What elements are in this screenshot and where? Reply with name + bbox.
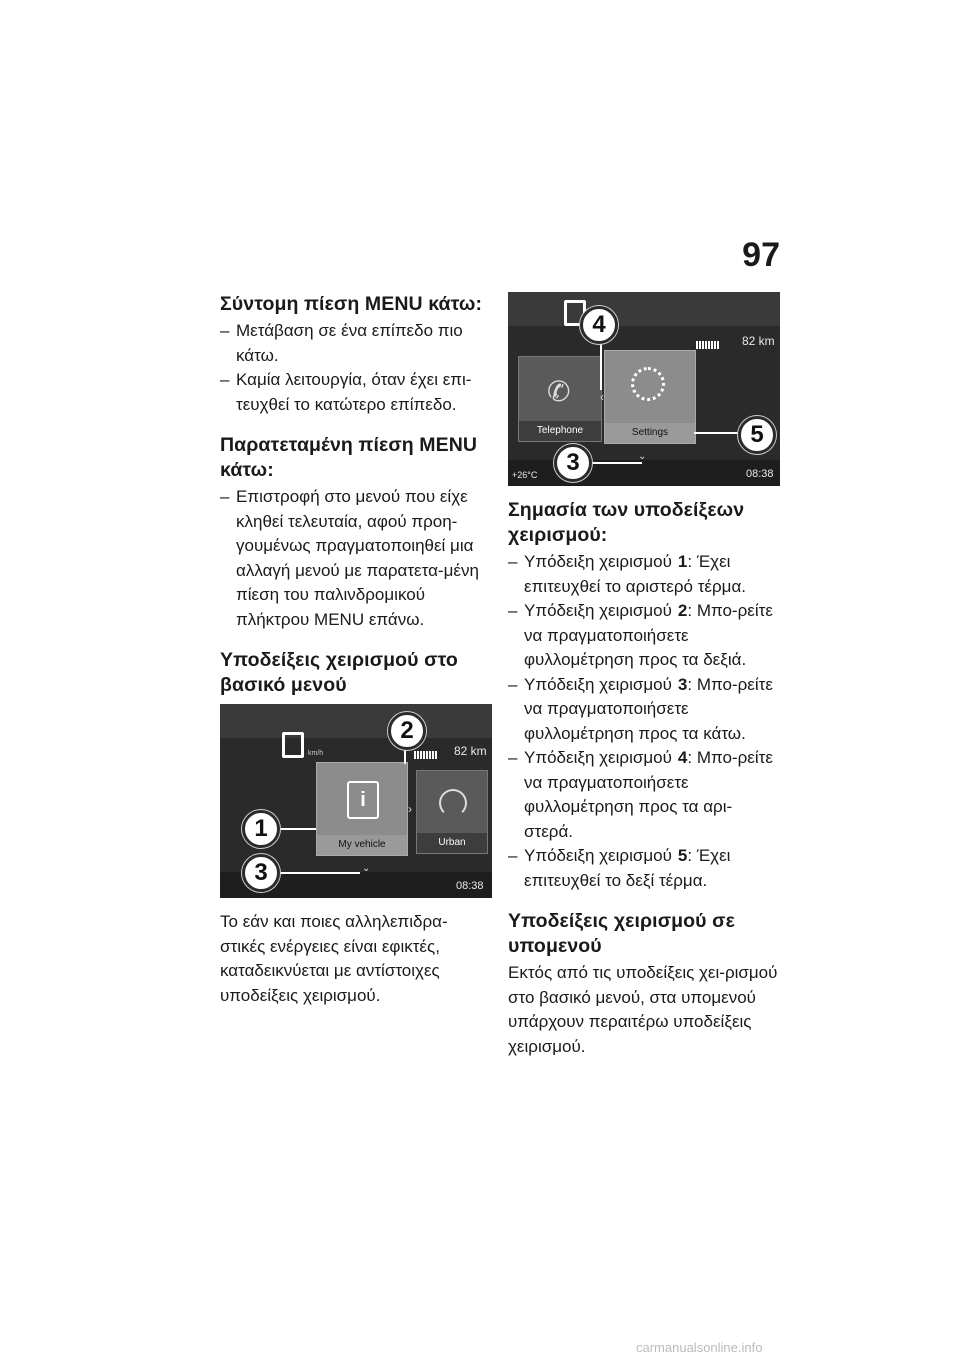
submenu-heading: Υποδείξεις χειρισμού σε υπομενού [508,910,735,957]
fuel-gauge-icon [696,336,720,344]
clock-readout: 08:38 [456,880,484,892]
callout-leader [404,748,406,764]
speed-unit: km/h [308,750,324,757]
dashboard-topbar [508,292,780,326]
long-press-heading: Παρατεταμένη πίεση MENU κάτω: [220,434,478,481]
range-readout: 82 km [454,744,487,758]
info-icon: i [347,781,379,819]
right-column [508,292,780,1077]
meaning-list [508,550,780,893]
gauge-icon [439,789,467,817]
figure-caption: Το εάν και ποιες αλληλεπιδρα-στικές ενέργειες είναι εφικτές, καταδεικνύεται με αντίστοιχες υποδείξεις χειρισμού. [220,912,448,1005]
list-item: – Επιστροφή στο μενού που είχε κληθεί τελευταία, αφού προη-γουμένως πραγματοποιηθεί μια αλλαγή μενού με παρατετα-μένη πίεση του παλινδρομικού πλήκτρου MENU επάνω. [220,485,492,632]
tile-urban [416,770,488,854]
tile-settings [604,350,696,444]
tile-my-vehicle [316,762,408,856]
short-press-list [220,319,492,417]
chevron-right-icon: › [408,802,412,816]
list-item: – Υπόδειξη χειρισμού 4: Μπο-ρείτε να πραγματοποιήσετε φυλλομέτρηση προς τα αρι-στερά. [508,746,780,844]
list-item: – Υπόδειξη χειρισμού 3: Μπο-ρείτε να πραγματοποιήσετε φυλλομέτρηση προς τα κάτω. [508,673,780,747]
fuel-gauge-icon [414,746,438,754]
speed-indicator-icon [282,732,304,758]
list-item: – Μετάβαση σε ένα επίπεδο πιο κάτω. [220,319,492,368]
tile-label: Telephone [519,421,601,441]
callout-3: 3 [242,854,280,892]
long-press-list [220,485,492,632]
gear-icon [631,367,665,401]
temperature-readout: +26°C [512,470,538,480]
callout-leader [694,432,740,434]
range-readout: 82 km [742,334,775,348]
submenu-body: Εκτός από τις υποδείξεις χει-ρισμού στο βασικό μενού, στα υπομενού υπάρχουν περαιτέρω υποδείξεις χειρισμού. [508,963,778,1056]
left-column [220,292,492,1026]
callout-3: 3 [554,444,592,482]
chevron-left-icon: ‹ [600,390,604,404]
chevron-down-icon: ⌄ [638,451,647,462]
list-item: – Καμία λειτουργία, όταν έχει επι-τευχθεί το κατώτερο επίπεδο. [220,368,492,417]
clock-readout: 08:38 [746,468,774,480]
callout-5: 5 [738,416,776,454]
callout-2: 2 [388,712,426,750]
list-item: – Υπόδειξη χειρισμού 2: Μπο-ρείτε να πραγματοποιήσετε φυλλομέτρηση προς τα δεξιά. [508,599,780,673]
tile-telephone [518,356,602,442]
main-menu-heading: Υποδείξεις χειρισμού στο βασικό μενού [220,649,458,696]
watermark: carmanualsonline.info [636,1340,763,1355]
tile-label: Urban [417,833,487,853]
dashboard-bottombar [508,460,780,486]
dashboard-figure-main-menu [220,704,492,898]
list-item: – Υπόδειξη χειρισμού 5: Έχει επιτευχθεί το δεξί τέρμα. [508,844,780,893]
page-number: 97 [742,236,780,274]
callout-leader [600,344,602,390]
tile-label: Settings [605,423,695,443]
dashboard-figure-settings [508,292,780,486]
meaning-heading: Σημασία των υποδείξεων χειρισμού: [508,499,745,546]
short-press-heading: Σύντομη πίεση MENU κάτω: [220,293,483,315]
dashboard-topbar [220,704,492,738]
callout-4: 4 [580,306,618,344]
chevron-down-icon: ⌄ [362,863,371,874]
phone-icon: ✆ [547,376,571,407]
list-item: – Υπόδειξη χειρισμού 1: Έχει επιτευχθεί το αριστερό τέρμα. [508,550,780,599]
tile-label: My vehicle [317,835,407,855]
callout-1: 1 [242,810,280,848]
